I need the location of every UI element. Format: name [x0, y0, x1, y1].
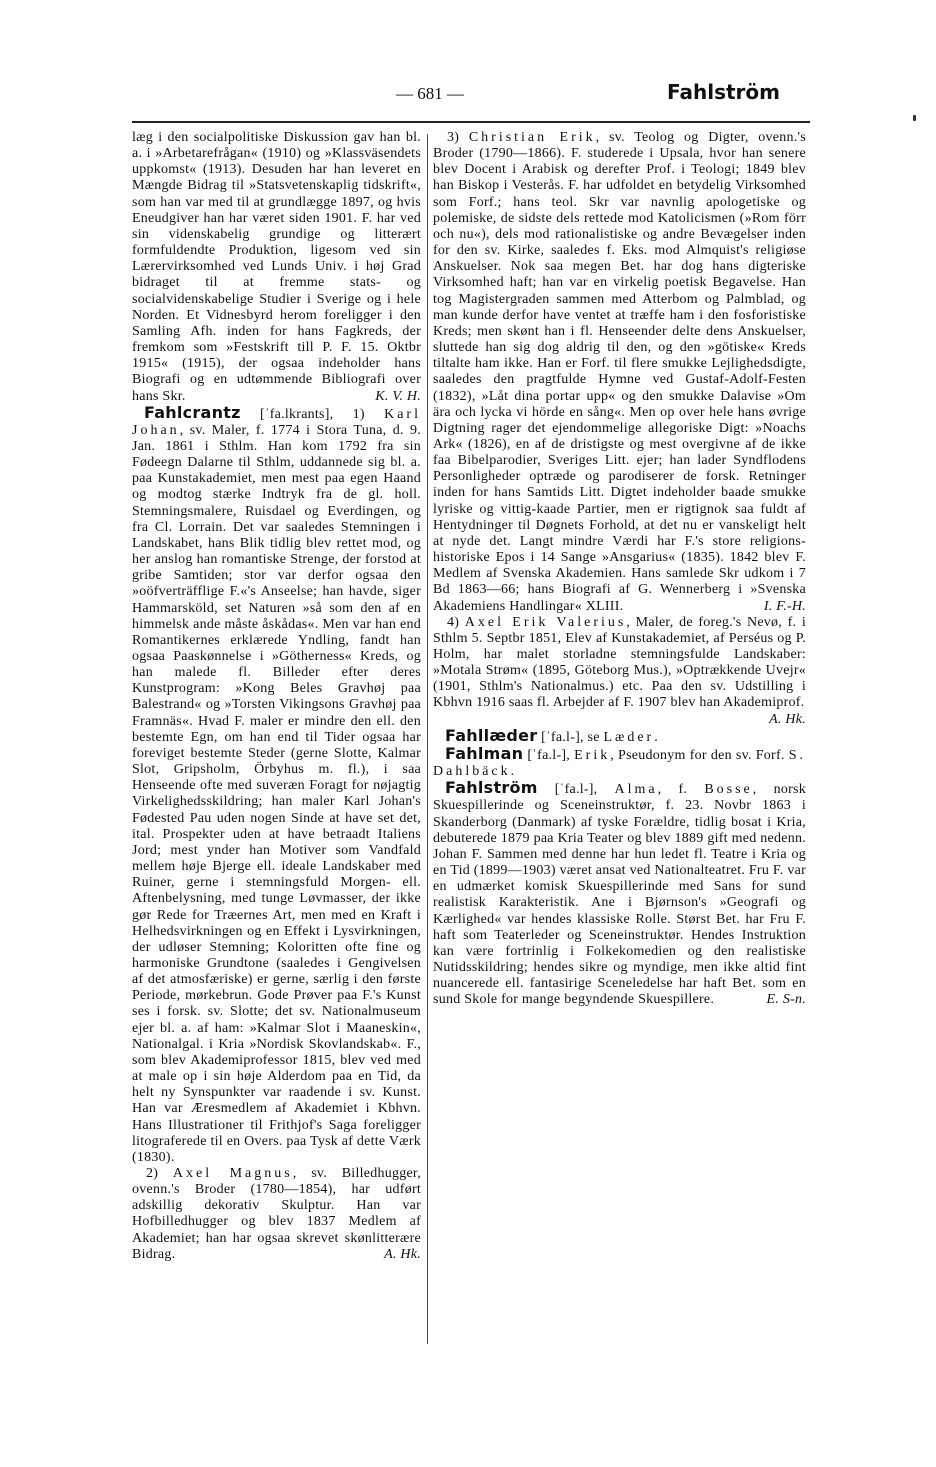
headword: Fahlström — [445, 778, 538, 798]
entry-text: , norsk Skuespillerinde og Sceneinstruktør, f. 23. Novbr 1863 i Skanderborg (Danmark) af tyske Forældre, tidlig bosat i Kria, debuterede 1879 paa Kria Teater og blev 1889 gift med nedenn. Johan F. Sammen med denne har hun ledet fl. Teatre i Kria og en Tid (1899—1903) været ansat ved Nationalteatret. Fru F. var en udmærket komisk Skuespillerinde med Sans for sund realistisk Karakteristik. Ane i Bjørnson's »Geografi og Kærlighed« var hendes klassiske Rolle. Størst Bet. har Fru F. haft som Teaterleder og Sceneinstruktør. Hendes Instruktion kan være fortrinlig i Folkekomedien og den realistiske Nutidsskildring; hendes sikre og myndige, men ikke altid fint nuancerede ell. fantasirige Sceneledelse har haft Bet. som en sund Skole for mange begyndende Skuespillere. — [433, 782, 806, 1008]
author-signature: A. Hk. — [769, 711, 806, 727]
entry-fahlcrantz — [132, 402, 421, 1166]
entry-axel-magnus — [132, 1166, 421, 1263]
entry-number: 3) — [447, 130, 469, 145]
running-headword: Fahlström — [667, 80, 780, 104]
entry-text: , Maler, de foreg.'s Nevø, f. i Sthlm 5. Septbr 1851, Elev af Kunstakademiet, af Perséus og P. Holm, har malet storladne stemningsfulde Landskaber: »Motala Strøm« (1895, Göteborg Mus.), »Optrækkende Uvejr« (1901, Sthlm's Nationalmus.) etc. Paa den sv. Udstilling i Kbhvn 1916 saas fl. Arbejder af F. 1907 blev han Akademiprof. — [433, 614, 806, 711]
entry-text: , sv. Teolog og Digter, ovenn.'s Broder (1790—1866). F. studerede i Upsala, hvor han senere blev Docent i Arabisk og derefter Prof. i Teologi; 1849 blev han Biskop i Vesterås. F. har udfoldet en betydelig Virksomhed som Forf.; hans teol. Skr var navnlig apologetiske og polemiske, de sidste dels rettede mod Katolicismen (»Rom förr och nu«), dels mod rationalistiske og andre Bevægelser inden for den sv. Kirke, saaledes f. Eks. mod Almquist's religiøse Anskuelser. Nok saa megen Bet. har dog hans digteriske Virksomhed haft; han var en virkelig poetisk Begavelse. Han tog Magistergraden sammen med Atterbom og Palmblad, og man kunde derfor have ventet at træffe ham i den fosforistiske Kreds; men skønt han i fl. Henseender delte dens Anskuelser, sluttede han sig dog aldrig til den, og den »götiske« Kreds tiltalte ham ikke. Han er Forf. til flere smukke Lejlighedsdigte, saaledes den pragtfulde Hymne ved Gustaf-Adolf-Festen (1832), »Låt dina portar upp« og den smukke Dalavise »Om ära och lycka vi hörde en sång«. Men op over hele hans øvrige Digtning rager det ejendommelige allegoriske Digt: »Noachs Ark« (1826), en af de dristigste og mest overgivne af de ikke faa Bibelparodier, Sveriges Litt. ejer; han lader Syndflodens Personligheder optræde og parodiserer de forsk. Retninger inden for hans Samtids Litt. Digtet indeholder baade smukke lyriske og vittig-kaade Partier, men er rigtignok saa fuldt af Hentydninger til Døgnets Forhold, at det nu er vanskeligt helt at nyde det. Langt mindre Værdi har F.'s store religions-historiske Epos i 14 Sange »Ansgarius« (1835). 1842 blev F. Medlem af Svenska Akademien. Hans samlede Skr udkom i 7 Bd 1863—66; hans Biografi af G. Wennerberg i »Svenska Akademiens Handlingar« XLIII. — [433, 130, 806, 614]
pronunciation: [ˈfa.l-], — [523, 747, 575, 763]
given-name: Axel Erik Valerius — [464, 614, 627, 630]
author-signature: K. V. H. — [375, 388, 421, 404]
pronunciation: [ˈfa.l-], se — [537, 729, 604, 745]
entry-text: læg i den socialpolitiske Diskussion gav han bl. a. i »Arbetarefrågan« (1910) og »Klassväsendets uppkomst« (1913). Desuden har han leveret en Mængde Bidrag til »Statsvetenskaplig tidskrift«, som han var med til at grundlægge 1897, og hvis Eneudgiver han har været siden 1901. F. har ved sin videnskabelig grundige og litterært formfuldendte Produktion, ligesom ved sin Lærervirksomhed ved Lunds Univ. i høj Grad bidraget til at fremme stats- og socialvidenskabelige Studier i Sverige og i hele Norden. Et Vidnesbyrd herom foreligger i den Samling Afh. inden for hans Fagkreds, der fremkom som »Festskrift till P. F. 15. Oktbr 1915« (1915), der ogsaa indeholder hans Biografi og en udtømmende Bibliografi over hans Skr. — [132, 130, 421, 404]
headword: Fahlman — [445, 743, 524, 763]
headword: Fahlcrantz — [144, 402, 241, 422]
cross-reference: Læder — [603, 729, 655, 745]
entry-fahlman — [433, 743, 806, 780]
entry-christian-erik — [433, 130, 806, 615]
header-rule — [132, 121, 810, 123]
entry-end: . — [510, 764, 515, 780]
author-signature: E. S-n. — [766, 992, 806, 1008]
entry-number: 4) — [447, 614, 465, 630]
page-mark — [913, 115, 916, 121]
right-column — [433, 130, 806, 1008]
entry-continuation — [132, 130, 421, 405]
author-signature: A. Hk. — [384, 1246, 421, 1262]
column-divider — [427, 134, 428, 1344]
left-column — [132, 130, 421, 1263]
given-name: Erik — [574, 747, 611, 763]
author-signature: I. F.-H. — [763, 598, 806, 614]
entry-text: , Pseudonym for den sv. Forf. — [610, 747, 789, 763]
maiden-name: Bosse — [704, 782, 753, 798]
given-name: Axel Magnus — [172, 1166, 293, 1181]
entry-number: 2) — [146, 1166, 173, 1181]
entry-axel-erik — [433, 614, 806, 727]
entry-text-prefix: , f. — [657, 782, 705, 798]
given-name: Alma — [614, 782, 658, 798]
entry-text: , sv. Maler, f. 1774 i Stora Tuna, d. 9. Jan. 1861 i Sthlm. Han kom 1792 fra sin Fødeegn Dalarne til Sthlm, uddannede sig bl. a. paa Kunstakademiet, men mest paa egen Haand og modtog stærke Indtryk fra de gl. holl. Stemningsmalere, Ruisdael og Everdingen, og fra Cl. Lorrain. Det var saaledes Stemningen i Landskabet, hans Blik tidlig blev rettet mod, og her anslog han romantiske Strenge, der forstod at gribe Samtiden; stor var derfor ogsaa den »oöfverträfflige F.«'s Anseelse; han havde, siger Hammarsköld, set Naturen »så som den af en himmelsk ande måste åskådas«. Men var han end Romantikernes erklærede Yndling, fandt han ogsaa Paaskønnelse i »Götherness« Kreds, og han malede fl. Billeder efter deres Kunstprogram: »Kong Beles Gravhøj paa Balestrand« og »Torsten Vikingsons Gravhøj paa Framnäs«. Hvad F. maler er mindre den ell. den bestemte Egn, om han end til Tider ogsaa har foreviget bestemte Steder (gerne Slotte, Kalmar Slot, Gripsholm, Örbyhus m. fl.), i saa Henseende ofte med suveræn Foragt for nøjagtig Virkelighedsskildring; han maler Karl Johan's Fødested Pau uden nogen Sinde at have set det, ital. Prospekter uden at have betraadt Italiens Jord; mest ynder han Motiver som Vandfald mellem høje Bjerge ell. ideale Landskaber med Ruiner, gerne i stemningsfuld Morgen- ell. Aftenbelysning, med tunge Løvmasser, der ikke gør Rede for Træernes Art, men med en Kraft i Helhedsvirkningen og en Effekt i Lysvirkningen, der udløser Stemning; Koloritten ofte fine og harmoniske Grundtone (saaledes i Gengivelsen af det atmosfæriske) er gerne, særlig i den første Periode, mørkebrun. Gode Prøver paa F.'s Kunst ses i forsk. sv. Slotte; det sv. Nationalmuseum ejer bl. a. af ham: »Kalmar Slot i Maaneskin«, Nationalgal. i Kria »Nordisk Skovlandskab«. F., som blev Akademiprofessor 1815, blev ved med at male op i sin høje Alderdom paa en Tid, da helt ny Synspunkter var raadende i sv. Kunst. Han var Æresmedlem af Akademiet i Kbhvn. Hans Illustrationer til Frithjof's Saga foreligger litograferede til en Overs. paa Tysk af dette Værk (1830). — [132, 422, 421, 1165]
entry-fahlstrom — [433, 780, 806, 1008]
cross-reference: S. Dahlbäck — [433, 747, 806, 780]
headword: Fahllæder — [445, 725, 538, 745]
given-name: Karl Johan — [132, 406, 421, 438]
page-number: — 681 — — [396, 84, 464, 103]
entry-text: , sv. Billedhugger, ovenn.'s Broder (1780—1854), har udført adskillig dekorativ Skulptur. Han var Hofbilledhugger og blev 1837 Medlem af Akademiet; han har ogsaa skrevet skønlitterære Bidrag. — [132, 1166, 422, 1262]
pronunciation: [ˈfa.lkrants], 1) — [240, 406, 385, 422]
pronunciation: [ˈfa.l-], — [537, 782, 615, 798]
entry-end: . — [654, 729, 658, 745]
given-name: Christian Erik — [468, 130, 596, 145]
